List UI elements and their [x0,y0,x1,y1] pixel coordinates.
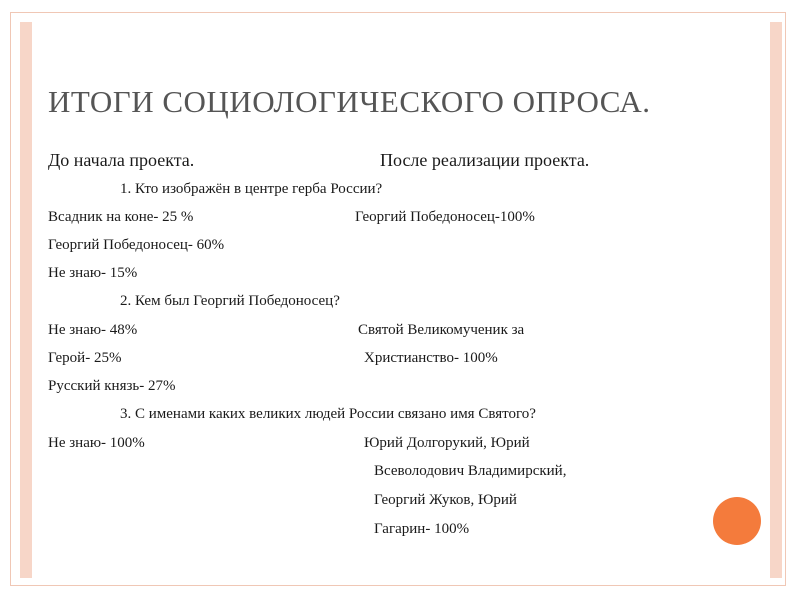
q1-before-answer-2: Георгий Победоносец- 60% [48,237,225,253]
q3-before-answer-1: Не знаю- 100% [48,435,145,451]
q2-after-answer-2: Христианство- 100% [364,350,498,366]
q3-after-answer-1: Юрий Долгорукий, Юрий [364,435,530,451]
right-decorative-band [770,22,782,578]
header-before: До начала проекта. [48,150,195,170]
q1-after-answer-1: Георгий Победоносец-100% [355,209,535,225]
header-after: После реализации проекта. [380,150,590,170]
q3-after-answer-2: Всеволодович Владимирский, [374,463,567,479]
q2-before-answer-2: Герой- 25% [48,350,122,366]
q1-before-answer-3: Не знаю- 15% [48,265,138,281]
slide-title: ИТОГИ СОЦИОЛОГИЧЕСКОГО ОПРОСА. [48,84,651,119]
question-1: 1. Кто изображён в центре герба России? [120,181,383,197]
question-3: 3. С именами каких великих людей России связано имя Святого? [120,406,536,422]
q2-before-answer-1: Не знаю- 48% [48,322,138,338]
orange-circle-decoration [713,497,761,545]
q2-after-answer-1: Святой Великомученик за [358,322,525,338]
left-decorative-band [20,22,32,578]
q3-after-answer-3: Георгий Жуков, Юрий [374,492,517,508]
q3-after-answer-4: Гагарин- 100% [374,521,470,537]
q2-before-answer-3: Русский князь- 27% [48,378,176,394]
question-2: 2. Кем был Георгий Победоносец? [120,293,340,309]
q1-before-answer-1: Всадник на коне- 25 % [48,209,194,225]
